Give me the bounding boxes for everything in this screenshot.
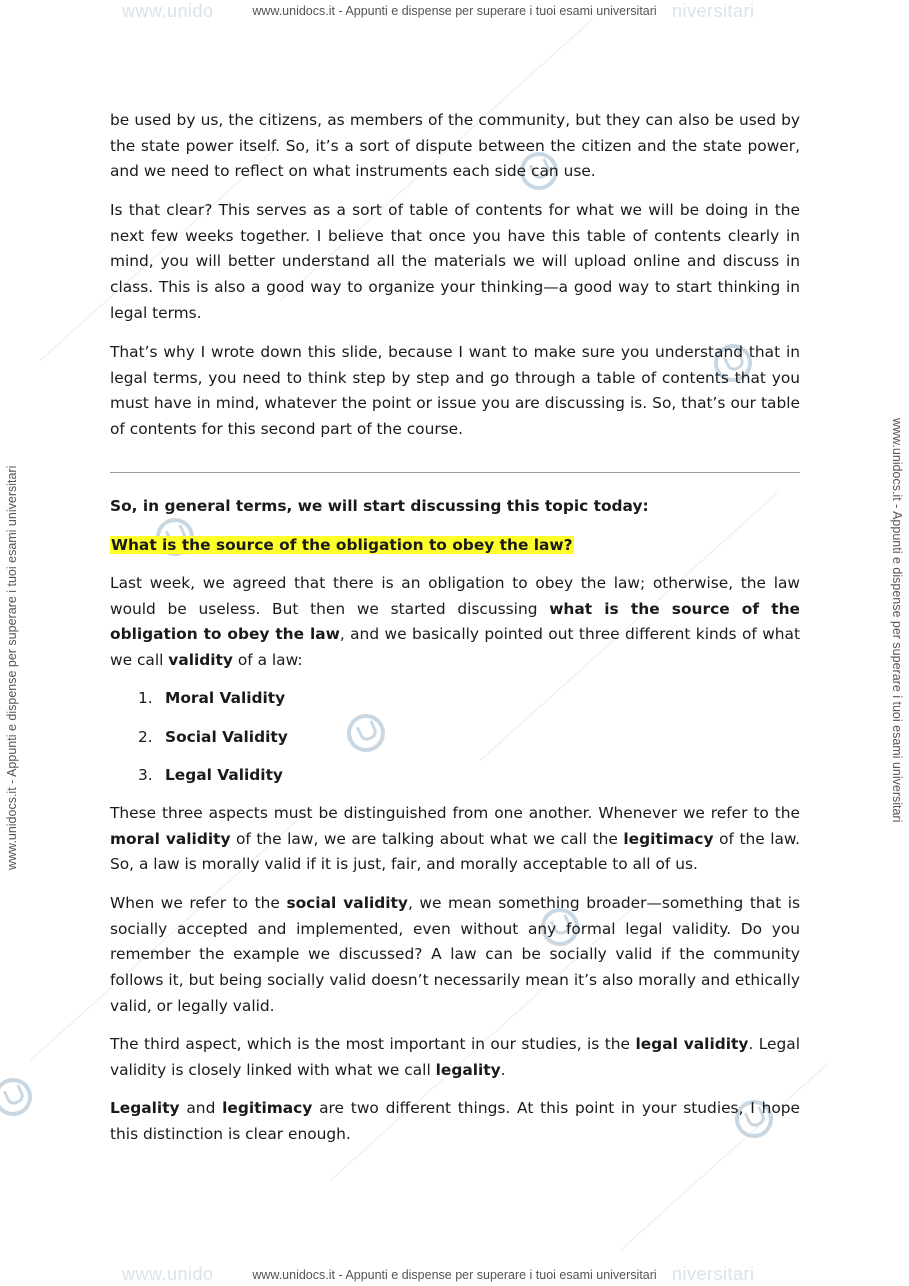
paragraph: be used by us, the citizens, as members of the community, but they can also be used by the state power itself. So, it’s a sort of dispute between the citizen and the state power, and we need to reflect on what instruments each side can use.	[110, 111, 800, 181]
watermark-ghost-right-footer: niversitari	[672, 1264, 755, 1284]
paragraph: Last week, we agreed that there is an obligation to obey the law; otherwise, the law would be useless. But then we started discussing what is the source of the obligation to obey the law, and we basically pointed out three different kinds of what we call validity of a law:	[110, 574, 800, 670]
validity-list	[110, 686, 288, 802]
section-divider	[110, 472, 800, 473]
watermark-ghost-left: www.unido	[122, 1, 214, 21]
paragraph: The third aspect, which is the most important in our studies, is the legal validity. Legal validity is closely linked with what we call legality.	[110, 1035, 800, 1079]
watermark-logo-icon	[0, 1072, 38, 1122]
paragraph: These three aspects must be distinguished from one another. Whenever we refer to the moral validity of the law, we are talking about what we call the legitimacy of the law. So, a law is morally valid if it is just, fair, and morally acceptable to all of us.	[110, 804, 800, 874]
list-item: 2. Social Validity	[138, 727, 288, 746]
question-highlight: What is the source of the obligation to obey the law?	[111, 536, 573, 554]
watermark-header: www.unidocs.it - Appunti e dispense per superare i tuoi esami universitari	[252, 4, 657, 18]
paragraph: That’s why I wrote down this slide, because I want to make sure you understand that in legal terms, you need to think step by step and go through a table of contents that you must have in mind, whatever the point or issue you are discussing is. So, that’s our table of contents for this second part of the course.	[110, 343, 800, 439]
watermark-ghost-left-footer: www.unido	[122, 1264, 214, 1284]
watermark-line	[620, 1063, 829, 1251]
watermark-right: www.unidocs.it - Appunti e dispense per superare i tuoi esami universitari	[890, 418, 904, 823]
watermark-left: www.unidocs.it - Appunti e dispense per superare i tuoi esami universitari	[5, 465, 19, 870]
paragraph: Is that clear? This serves as a sort of table of contents for what we will be doing in the next few weeks together. I believe that once you have this table of contents clearly in mind, you will better understand all the materials we will upload online and discuss in class. This is also a good way to organize your thinking—a good way to start thinking in legal terms.	[110, 201, 800, 322]
highlighted-question	[110, 533, 574, 559]
watermark-ghost-right: niversitari	[672, 1, 755, 21]
paragraph: Legality and legitimacy are two different things. At this point in your studies, I hope this distinction is clear enough.	[110, 1099, 800, 1143]
watermark-logo-icon	[341, 708, 391, 758]
section-intro: So, in general terms, we will start discussing this topic today:	[110, 497, 649, 515]
list-item: 3. Legal Validity	[138, 766, 283, 785]
paragraph: When we refer to the social validity, we mean something broader—something that is socially accepted and implemented, even without any formal legal validity. Do you remember the example we discussed? A law can be socially valid if the community follows it, but being socially valid doesn’t necessarily mean it’s also morally and ethically valid, or legally valid.	[110, 894, 800, 1015]
list-item: 1. Moral Validity	[138, 689, 286, 707]
watermark-footer: www.unidocs.it - Appunti e dispense per superare i tuoi esami universitari	[252, 1268, 657, 1282]
